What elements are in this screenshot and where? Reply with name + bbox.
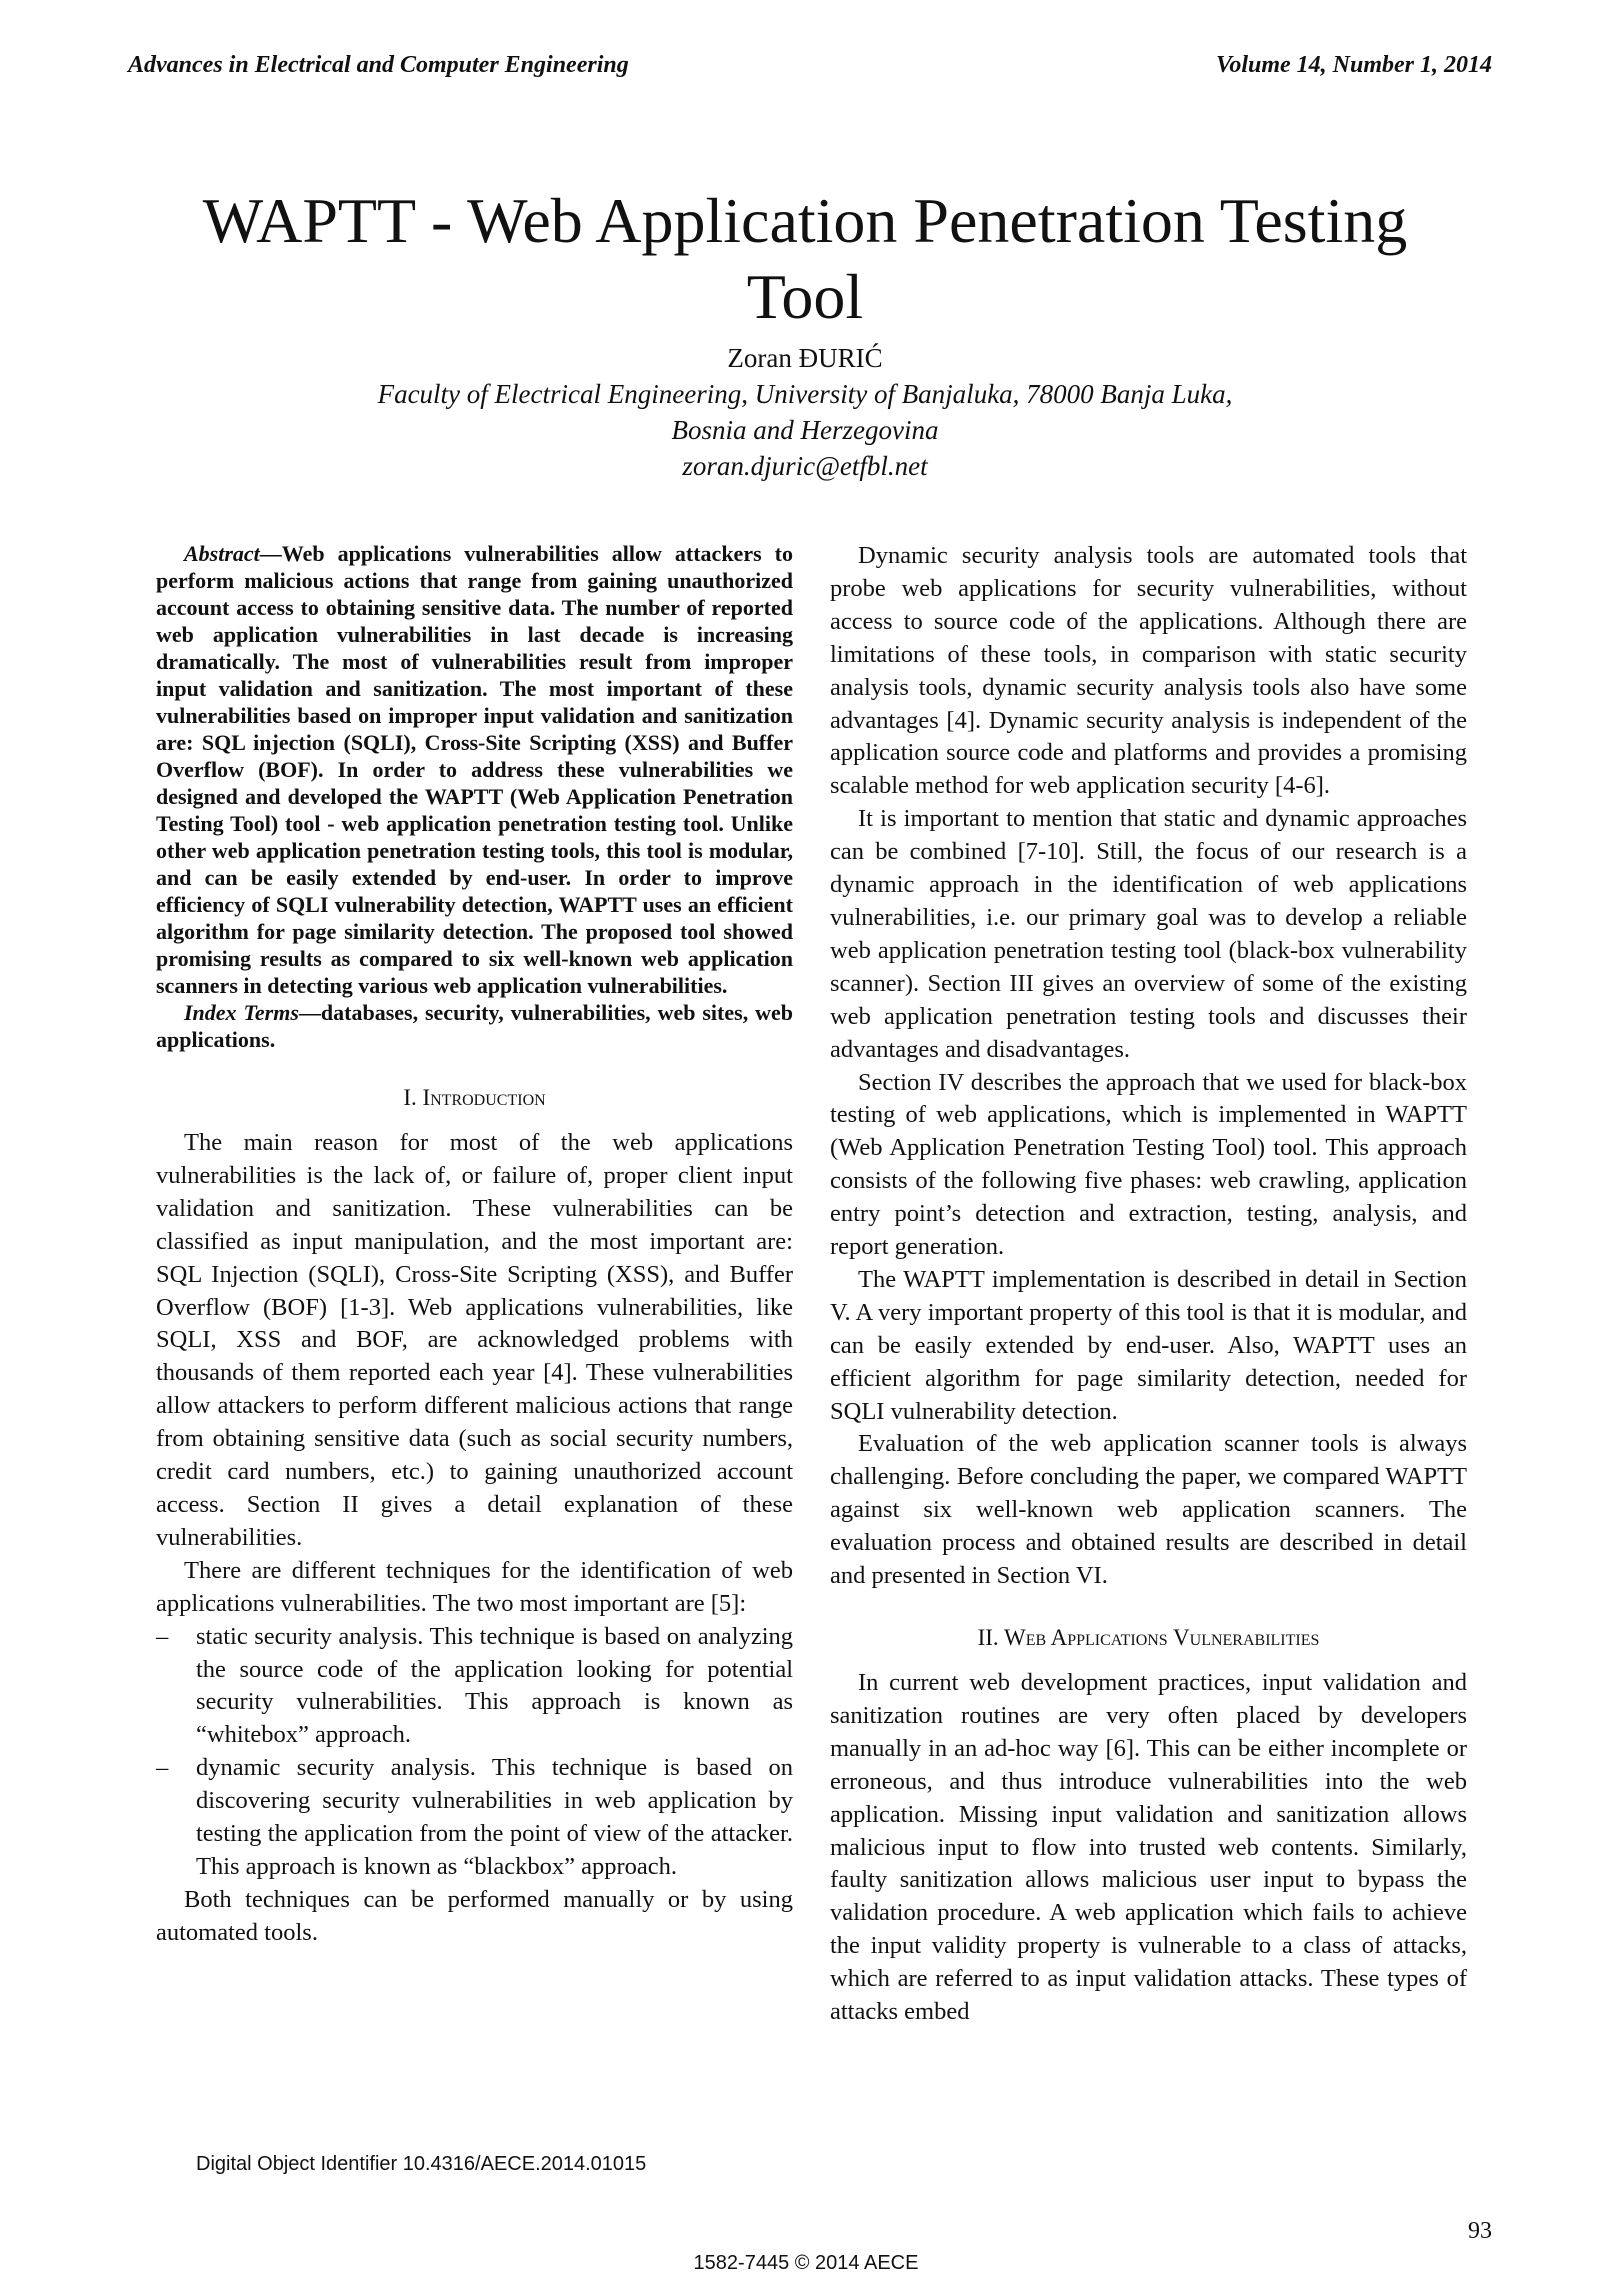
- author-block: [140, 340, 1470, 484]
- paper-title: WAPTT - Web Application Penetration Testing Tool: [202, 184, 1408, 332]
- index-terms-label: Index Terms: [184, 1000, 299, 1025]
- paragraph: The WAPTT implementation is described in detail in Section V. A very important property of this tool is that it is modular, and can be easily extended by end-user. Also, WAPTT uses an efficient algorithm for page similarity detection, needed for SQLI vulnerability detection.: [830, 1265, 1467, 1425]
- index-terms-text: —databases, security, vulnerabilities, web sites, web applications.: [156, 1000, 793, 1052]
- list-item: [156, 1752, 793, 1884]
- paragraph: In current web development practices, input validation and sanitization routines are very often placed by developers manually in an ad-hoc way [6]. This can be either incomplete or erroneous, and thus introduce vulnerabilities into the web application. Missing input validation and sanitization allows malicious input to flow into trusted web contents. Similarly, faulty sanitization allows malicious user input to bypass the validation procedure. A web application which fails to achieve the input validity property is vulnerable to a class of attacks, which are referred to as input validation attacks. These types of attacks embed: [830, 1669, 1467, 2026]
- list-item: [156, 1621, 793, 1753]
- index-terms: [156, 999, 793, 1053]
- section-heading-introduction: I. Introduction: [403, 1085, 546, 1110]
- author-affiliation-line1: Faculty of Electrical Engineering, University of Banjaluka, 78000 Banja Luka,: [377, 379, 1233, 409]
- paragraph: Dynamic security analysis tools are automated tools that probe web applications for security vulnerabilities, without access to source code of the applications. Although there are limitations of these tools, in comparison with static security analysis tools, dynamic security analysis tools also have some advantages [4]. Dynamic security analysis is independent of the application source code and platforms and provides a promising scalable method for web application security [4-6].: [830, 542, 1467, 800]
- journal-name: Advances in Electrical and Computer Engineering: [128, 52, 629, 78]
- technique-list: [156, 1621, 793, 1884]
- right-column: [830, 540, 1467, 2029]
- issn-footer: 1582-7445 © 2014 AECE: [693, 2252, 919, 2274]
- page-number: 93: [1468, 2218, 1492, 2244]
- doi-footer: Digital Object Identifier 10.4316/AECE.2014.01015: [196, 2153, 647, 2175]
- paragraph: Both techniques can be performed manually or by using automated tools.: [156, 1885, 793, 1946]
- abstract-text: —Web applications vulnerabilities allow attackers to perform malicious actions that range from gaining unauthorized account access to obtaining sensitive data. The number of reported web application vulnerabilities in last decade is increasing dramatically. The most of vulnerabilities result from improper input validation and sanitization. The most important of these vulnerabilities based on improper input validation and sanitization are: SQL injection (SQLI), Cross-Site Scripting (XSS) and Buffer Overflow (BOF). In order to address these vulnerabilities we designed and developed the WAPTT (Web Application Penetration Testing Tool) tool - web application penetration testing tool. Unlike other web application penetration testing tools, this tool is modular, and can be easily extended by end-user. In order to improve efficiency of SQLI vulnerability detection, WAPTT uses an efficient algorithm for page similarity detection. The proposed tool showed promising results as compared to six well-known web application scanners in detecting various web application vulnerabilities.: [156, 541, 793, 998]
- paragraph: It is important to mention that static and dynamic approaches can be combined [7-10]. Still, the focus of our research is a dynamic approach in the identification of web applications vulnerabilities, i.e. our primary goal was to develop a reliable web application penetration testing tool (black-box vulnerability scanner). Section III gives an overview of some of the existing web application penetration testing tools and discusses their advantages and disadvantages.: [830, 805, 1467, 1063]
- author-affiliation-line2: Bosnia and Herzegovina: [671, 415, 939, 445]
- list-dash: –: [156, 1622, 169, 1650]
- volume-info: Volume 14, Number 1, 2014: [1215, 52, 1492, 78]
- section-heading-vulnerabilities: II. Web Applications Vulnerabilities: [977, 1625, 1320, 1650]
- author-email: zoran.djuric@etfbl.net: [682, 451, 928, 481]
- list-item-text: static security analysis. This technique is based on analyzing the source code of the application looking for potential security vulnerabilities. This approach is known as “whitebox” approach.: [196, 1622, 793, 1749]
- paragraph: The main reason for most of the web applications vulnerabilities is the lack of, or failure of, proper client input validation and sanitization. These vulnerabilities can be classified as input manipulation, and the most important are: SQL Injection (SQLI), Cross-Site Scripting (XSS), and Buffer Overflow (BOF) [1-3]. Web applications vulnerabilities, like SQLI, XSS and BOF, are acknowledged problems with thousands of them reported each year [4]. These vulnerabilities allow attackers to perform different malicious actions that range from obtaining sensitive data (such as social security numbers, credit card numbers, etc.) to gaining unauthorized account access. Section II gives a detail explanation of these vulnerabilities.: [156, 1129, 793, 1551]
- list-dash: –: [156, 1754, 169, 1782]
- abstract: [156, 540, 793, 999]
- left-column: [156, 540, 793, 1950]
- list-item-text: dynamic security analysis. This technique is based on discovering security vulnerabilities in web application by testing the application from the point of view of the attacker. This approach is known as “blackbox” approach.: [196, 1754, 793, 1880]
- paragraph: There are different techniques for the identification of web applications vulnerabilities. The two most important are [5]:: [156, 1556, 793, 1617]
- abstract-label: Abstract: [184, 541, 260, 566]
- author-name: Zoran ĐURIĆ: [727, 343, 883, 373]
- paragraph: Evaluation of the web application scanner tools is always challenging. Before concluding the paper, we compared WAPTT against six well-known web application scanners. The evaluation process and obtained results are described in detail and presented in Section VI.: [830, 1430, 1467, 1590]
- paragraph: Section IV describes the approach that we used for black-box testing of web applications, which is implemented in WAPTT (Web Application Penetration Testing Tool) tool. This approach consists of the following five phases: web crawling, application entry point’s detection and extraction, testing, analysis, and report generation.: [830, 1068, 1467, 1261]
